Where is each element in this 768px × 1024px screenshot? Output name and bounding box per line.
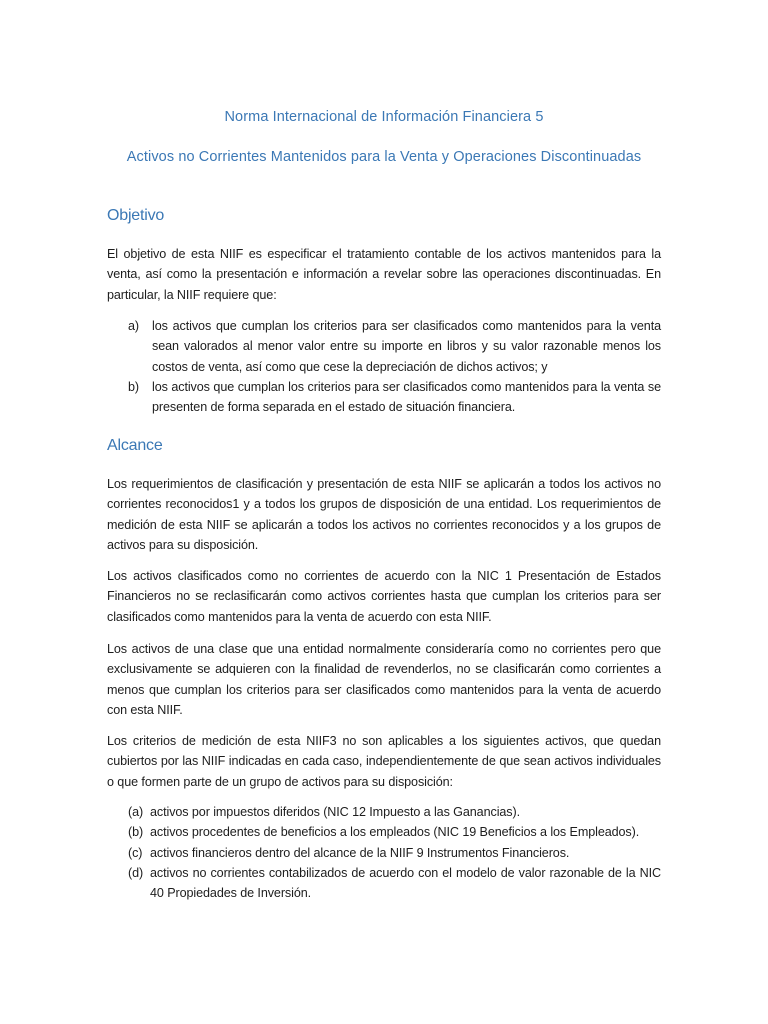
list-item (107, 377, 661, 418)
list-item (107, 316, 661, 377)
alcance-paragraph: Los activos de una clase que una entidad normalmente consideraría como no corrientes pero que exclusivamente se adquieren con la finalidad de revenderlos, no se clasificarán como corrientes a menos que cumplan los criterios para ser clasificados como mantenidos para la venta de acuerdo con esta NIIF. (107, 642, 661, 717)
document-subtitle: Activos no Corrientes Mantenidos para la Venta y Operaciones Discontinuadas (126, 149, 642, 165)
alcance-paragraph: Los criterios de medición de esta NIIF3 no son aplicables a los siguientes activos, que quedan cubiertos por las NIIF indicadas en cada caso, independientemente de que sean activos individuales o que formen parte de un grupo de activos para su disposición: (107, 734, 661, 789)
list-item-text: los activos que cumplan los criterios para ser clasificados como mantenidos para la venta sean valorados al menor valor entre su importe en libros y su valor razonable menos los costos de venta, así como que cese la depreciación de dichos activos; y (152, 319, 661, 374)
list-marker: (b) (128, 825, 144, 840)
section-heading-objetivo: Objetivo (107, 207, 165, 224)
list-item-text: activos procedentes de beneficios a los empleados (NIC 19 Beneficios a los Empleados). (150, 825, 640, 840)
list-item (107, 843, 661, 863)
list-marker: b) (128, 379, 139, 394)
alcance-paragraph: Los requerimientos de clasificación y presentación de esta NIIF se aplicarán a todos los activos no corrientes reconocidos1 y a todos los grupos de disposición de una entidad. Los requerimientos de medición de esta NIIF se aplicarán a todos los activos no corrientes reconocidos y a los grupos de activos para su disposición. (107, 477, 661, 552)
list-marker: a) (128, 319, 139, 333)
document-title: Norma Internacional de Información Financiera 5 (224, 109, 544, 125)
section-heading-alcance: Alcance (107, 437, 163, 454)
list-item (107, 802, 661, 822)
list-item-text: activos no corrientes contabilizados de acuerdo con el modelo de valor razonable de la NIC 40 Propiedades de Inversión. (150, 865, 661, 901)
list-marker: (d) (128, 865, 144, 880)
alcance-paragraph: Los activos clasificados como no corrientes de acuerdo con la NIC 1 Presentación de Estados Financieros no se reclasificarán como activos corrientes hasta que cumplan los criterios para ser clasificados como mantenidos para la venta de acuerdo con esta NIIF. (107, 569, 661, 624)
list-marker: (a) (128, 805, 144, 819)
list-item-text: activos por impuestos diferidos (NIC 12 Impuesto a las Ganancias). (150, 805, 520, 819)
objetivo-paragraph: El objetivo de esta NIIF es especificar el tratamiento contable de los activos mantenidos para la venta, así como la presentación e información a revelar sobre las operaciones discontinuadas. En particular, la NIIF requiere que: (107, 247, 661, 302)
list-item (107, 863, 661, 904)
alcance-list (107, 802, 661, 903)
list-item-text: los activos que cumplan los criterios para ser clasificados como mantenidos para la venta se presenten de forma separada en el estado de situación financiera. (152, 379, 661, 415)
objetivo-list (107, 316, 661, 417)
list-marker: (c) (128, 845, 143, 860)
list-item (107, 822, 661, 842)
list-item-text: activos financieros dentro del alcance de la NIIF 9 Instrumentos Financieros. (150, 845, 570, 860)
